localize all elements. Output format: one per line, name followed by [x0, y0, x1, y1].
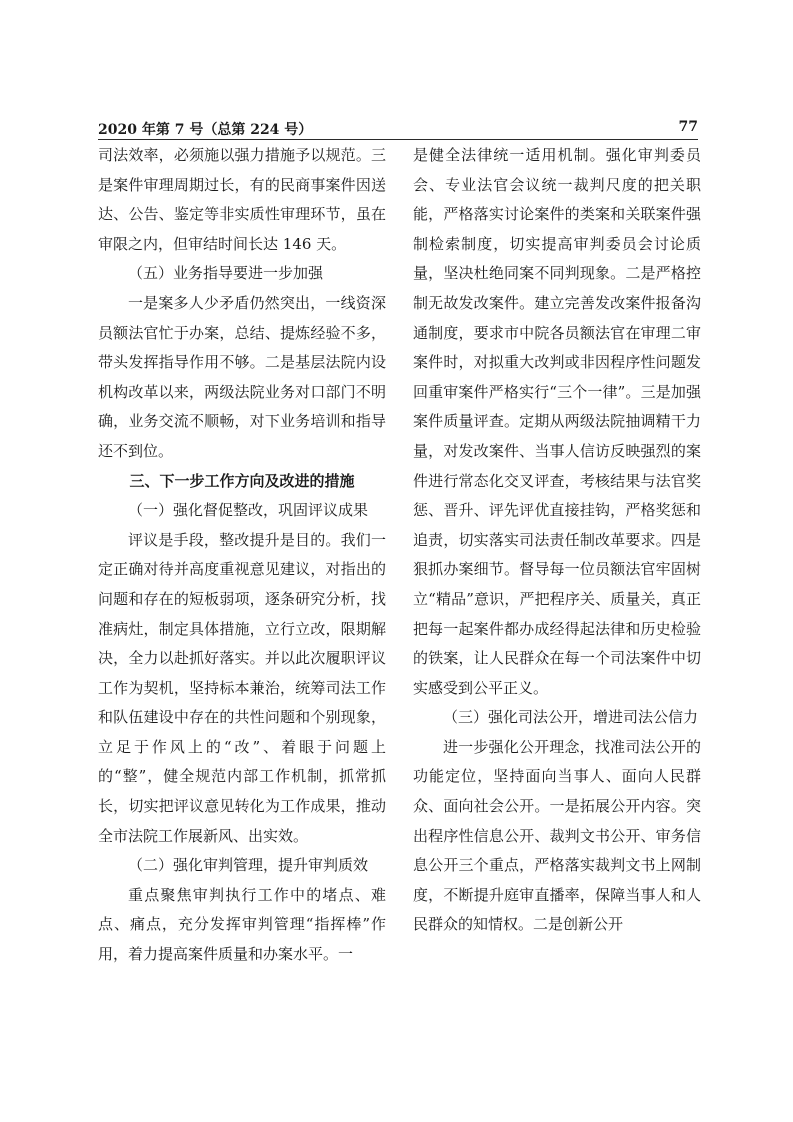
subheading: （三）强化司法公开，增进司法公信力 — [443, 708, 699, 727]
paragraph: 评议是手段，整改提升是目的。我们一定正确对待并高度重视意见建议，对指出的问题和存在的短板弱项，逐条研究分析，找准病灶，制定具体措施，立行立改，限期解决，全力以赴抓好落实。并以此次履职评议工作为契机，坚持标本兼治，统筹司法工作和队伍建设中存在的共性问题和个别现象，立足于作风上的“改”、着眼于问题上的“整”，健全规范内部工作机制，抓常抓长，切实把评议意见转化为工作成果，推动全市法院工作展新风、出实效。 — [98, 530, 386, 845]
issue-label: 2020 年第 7 号（总第 224 号） — [98, 122, 313, 138]
paragraph: 重点聚焦审判执行工作中的堵点、难点、痛点，充分发挥审判管理“指挥棒”作用，着力提高案件质量和办案水平。一 — [98, 885, 386, 964]
paragraph: 一是案多人少矛盾仍然突出，一线资深员额法官忙于办案，总结、提炼经验不多，带头发挥指导作用不够。二是基层法院内设机构改革以来，两级法院业务对口部门不明确，业务交流不顺畅，对下业务培训和指导还不到位。 — [98, 293, 386, 460]
subheading: （一）强化督促整改，巩固评议成果 — [128, 501, 369, 520]
right-column — [413, 141, 701, 940]
left-column — [98, 141, 386, 970]
paragraph: 进一步强化公开理念，找准司法公开的功能定位，坚持面向当事人、面向人民群众、面向社会公开。一是拓展公开内容。突出程序性信息公开、裁判文书公开、审务信息公开三个重点，严格落实裁判文书上网制度，不断提升庭审直播率，保障当事人和人民群众的知情权。二是创新公开 — [413, 737, 701, 934]
header-rule — [98, 139, 698, 140]
subheading: （二）强化审判管理，提升审判质效 — [128, 856, 369, 875]
page-number: 77 — [678, 119, 698, 135]
paragraph: 是健全法律统一适用机制。强化审判委员会、专业法官会议统一裁判尺度的把关职能，严格落实讨论案件的类案和关联案件强制检索制度，切实提高审判委员会讨论质量，坚决杜绝同案不同判现象。二是严格控制无故发改案件。建立完善发改案件报备沟通制度，要求市中院各员额法官在审理二审案件时，对拟重大改判或非因程序性问题发回重审案件严格实行“三个一律”。三是加强案件质量评查。定期从两级法院抽调精干力量，对发改案件、当事人信访反映强烈的案件进行常态化交叉评查，考核结果与法官奖惩、晋升、评先评优直接挂钩，严格奖惩和追责，切实落实司法责任制改革要求。四是狠抓办案细节。督导每一位员额法官牢固树立“精品”意识，严把程序关、质量关，真正把每一起案件都办成经得起法律和历史检验的铁案，让人民群众在每一个司法案件中切实感受到公平正义。 — [413, 146, 701, 697]
page-header — [98, 118, 698, 140]
paragraph: 司法效率，必须施以强力措施予以规范。三是案件审理周期过长，有的民商事案件因送达、公告、鉴定等非实质性审理环节，虽在审限之内，但审结时间长达 146 天。 — [98, 146, 386, 253]
section-heading: 三、下一步工作方向及改进的措施 — [129, 471, 355, 490]
subheading: （五）业务指导要进一步加强 — [128, 264, 324, 283]
